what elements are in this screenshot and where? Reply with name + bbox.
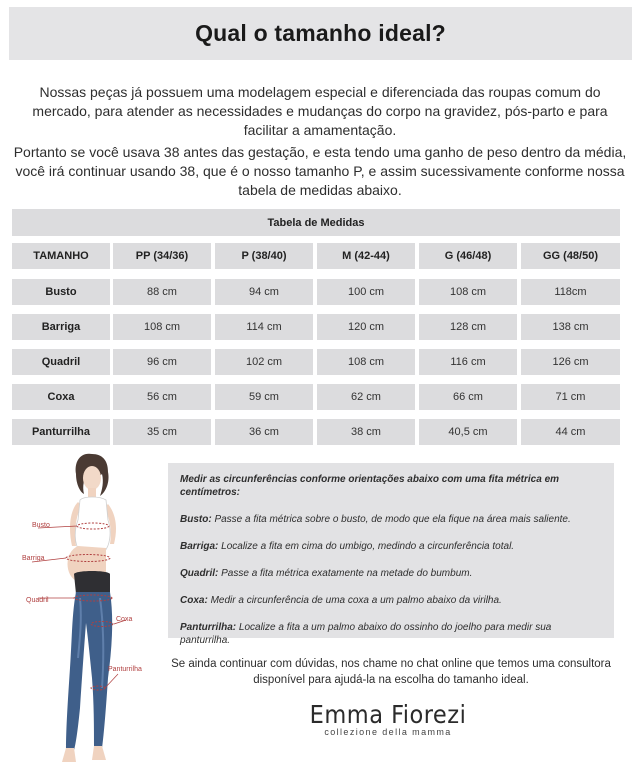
measure-cell: 59 cm	[215, 384, 313, 410]
pregnant-woman-illustration	[18, 448, 148, 766]
figure-label-coxa: Coxa	[116, 616, 133, 623]
guide-term: Busto:	[180, 514, 212, 525]
guide-text: Medir a circunferência de uma coxa a um palmo abaixo da virilha.	[207, 595, 502, 606]
measure-cell: 66 cm	[419, 384, 517, 410]
measure-cell: 56 cm	[113, 384, 211, 410]
measure-cell: 35 cm	[113, 419, 211, 445]
measure-row-label: Barriga	[12, 314, 110, 340]
measure-row-label: Quadril	[12, 349, 110, 375]
brand-name: Emma Fiorezi	[309, 700, 467, 729]
measure-cell: 128 cm	[419, 314, 517, 340]
measure-cell: 62 cm	[317, 384, 415, 410]
intro-paragraph-1: Nossas peças já possuem uma modelagem especial e diferenciada das roupas comum do mercado, para atender as necessidades e mudanças do corpo na gravidez, pós-parto e para facilitar a amamentação.	[32, 84, 608, 138]
measure-cell: 100 cm	[317, 279, 415, 305]
guide-text: Passe a fita métrica exatamente na metade do bumbum.	[218, 568, 473, 579]
measure-cell: 38 cm	[317, 419, 415, 445]
size-column-header: TAMANHO	[12, 243, 110, 269]
measure-cell: 118cm	[521, 279, 620, 305]
page-title: Qual o tamanho ideal?	[195, 20, 446, 46]
measure-row-label: Busto	[12, 279, 110, 305]
guide-term: Panturrilha:	[180, 622, 237, 633]
measure-cell: 36 cm	[215, 419, 313, 445]
guide-item-coxa	[180, 594, 602, 607]
measure-cell: 114 cm	[215, 314, 313, 340]
contact-note: Se ainda continuar com dúvidas, nos chame no chat online que temos uma consultora disponível para ajudá-la na escolha do tamanho ideal.	[171, 658, 611, 686]
figure-label-barriga: Barriga	[22, 555, 45, 562]
guide-text: Passe a fita métrica sobre o busto, de modo que ela fique na área mais saliente.	[211, 514, 571, 525]
guide-term: Barriga:	[180, 541, 219, 552]
figure-label-quadril: Quadril	[26, 597, 49, 604]
guide-item-busto	[180, 513, 602, 526]
guide-text: Localize a fita a um palmo abaixo do ossinho do joelho para medir sua panturrilha.	[180, 622, 552, 646]
measure-cell: 108 cm	[419, 279, 517, 305]
guide-item-barriga	[180, 540, 602, 553]
measure-cell: 120 cm	[317, 314, 415, 340]
brand-tagline: collezione della mamma	[324, 727, 452, 737]
guide-term: Quadril:	[180, 568, 219, 579]
size-header-cell: P (38/40)	[215, 243, 313, 269]
measure-cell: 108 cm	[317, 349, 415, 375]
size-header-cell: PP (34/36)	[113, 243, 211, 269]
measure-cell: 96 cm	[113, 349, 211, 375]
measure-cell: 44 cm	[521, 419, 620, 445]
brand-logo	[300, 700, 476, 737]
guide-lead: Medir as circunferências conforme orientações abaixo com uma fita métrica em centímetros:	[180, 474, 560, 498]
guide-item-panturrilha	[180, 621, 602, 647]
size-header-cell: GG (48/50)	[521, 243, 620, 269]
figure-label-panturrilha: Panturrilha	[108, 666, 142, 673]
measure-cell: 116 cm	[419, 349, 517, 375]
measure-row-label: Panturrilha	[12, 419, 110, 445]
guide-text: Localize a fita em cima do umbigo, medindo a circunferência total.	[218, 541, 515, 552]
guide-term: Coxa:	[180, 595, 208, 606]
size-header-cell: M (42-44)	[317, 243, 415, 269]
measure-cell: 40,5 cm	[419, 419, 517, 445]
measure-cell: 94 cm	[215, 279, 313, 305]
measure-row-label: Coxa	[12, 384, 110, 410]
size-header-cell: G (46/48)	[419, 243, 517, 269]
measure-cell: 102 cm	[215, 349, 313, 375]
measure-cell: 126 cm	[521, 349, 620, 375]
title-banner	[9, 7, 632, 60]
guide-item-quadril	[180, 567, 602, 580]
measure-cell: 138 cm	[521, 314, 620, 340]
figure-svg	[18, 448, 148, 766]
measure-cell: 88 cm	[113, 279, 211, 305]
measuring-guide	[168, 463, 614, 646]
intro-paragraph-2: Portanto se você usava 38 antes das gestação, e esta tendo uma ganho de peso dentro da média, você irá continuar usando 38, que é o nosso tamanho P, e assim sucessivamente conforme nossa tabela de medidas abaixo.	[13, 144, 627, 198]
figure-label-busto: Busto	[32, 522, 50, 529]
measure-cell: 71 cm	[521, 384, 620, 410]
table-title: Tabela de Medidas	[12, 209, 620, 236]
measure-cell: 108 cm	[113, 314, 211, 340]
